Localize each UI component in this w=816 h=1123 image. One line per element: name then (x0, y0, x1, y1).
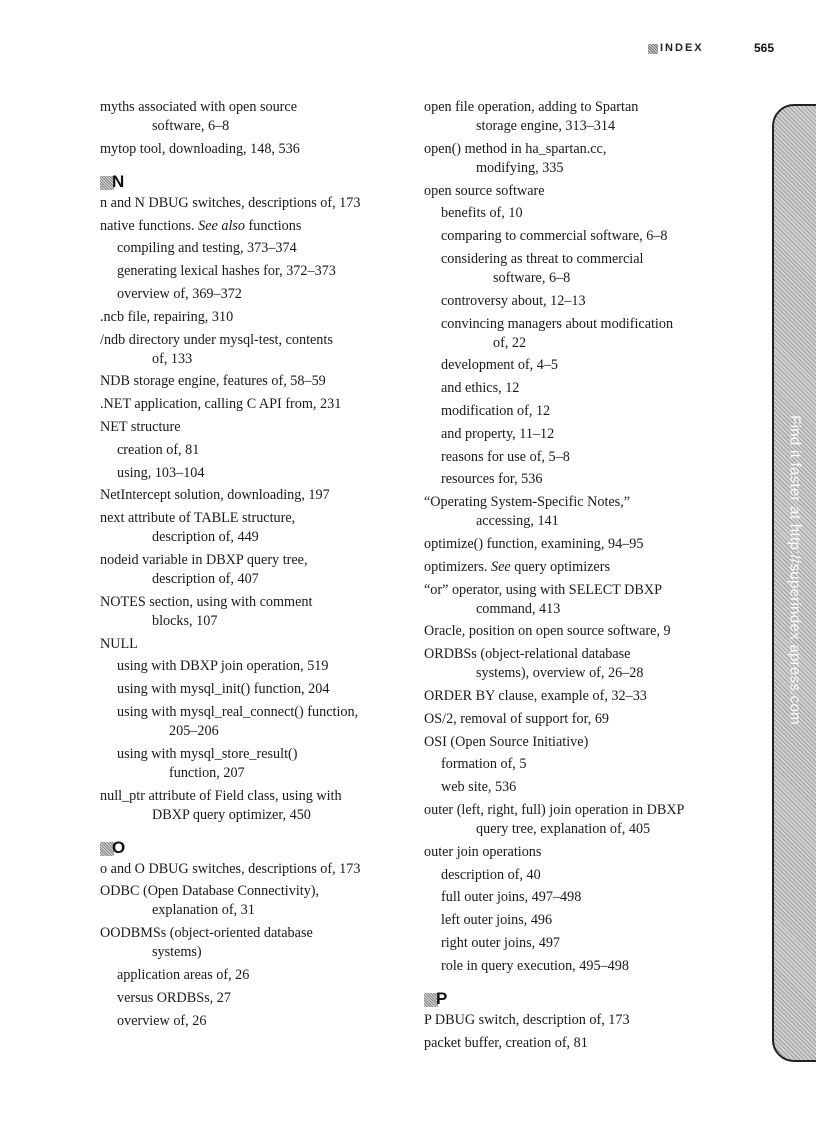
index-subentry (424, 204, 729, 223)
index-subentry (424, 292, 729, 311)
entry-text: outer join operations (424, 843, 542, 860)
entry-continuation: software, 6–8 (152, 118, 230, 134)
index-entry (424, 622, 729, 641)
entry-text: n and N DBUG switches, descriptions of, 173 (100, 194, 361, 211)
entry-text: resources for, 536 (441, 471, 543, 488)
index-entry (424, 140, 729, 178)
entry-text: functions (245, 217, 302, 234)
index-entry (100, 331, 400, 369)
entry-continuation: systems), overview of, 26–28 (476, 665, 644, 682)
entry-text: left outer joins, 496 (441, 912, 553, 929)
index-subentry (424, 448, 729, 467)
entry-text: query optimizers (510, 558, 610, 575)
index-entry (424, 710, 729, 729)
entry-text: application areas of, 26 (117, 966, 250, 983)
entry-text: creation of, 81 (117, 441, 200, 458)
entry-text: o and O DBUG switches, descriptions of, 173 (100, 860, 361, 877)
entry-text: open() method in ha_spartan.cc, (424, 140, 607, 157)
index-subentry (424, 379, 729, 398)
section-letter: O (112, 837, 126, 857)
page-number: 565 (754, 41, 775, 55)
entry-text: NET structure (100, 418, 181, 435)
index-subentry (424, 315, 729, 353)
index-column-right (424, 98, 729, 1056)
index-subentry (424, 250, 729, 288)
index-subentry (100, 441, 400, 460)
index-entry (100, 486, 400, 505)
index-subentry (424, 957, 729, 976)
entry-text: using with DBXP join operation, 519 (117, 658, 329, 675)
index-subentry (100, 1012, 400, 1031)
index-entry (100, 593, 400, 631)
index-subentry (100, 703, 400, 741)
index-subentry (100, 239, 400, 258)
entry-text: full outer joins, 497–498 (441, 889, 582, 906)
entry-text: ORDBSs (object-relational database (424, 646, 631, 663)
index-entry (424, 535, 729, 554)
entry-text: .NET application, calling C API from, 231 (100, 396, 342, 413)
entry-text: “or” operator, using with SELECT DBXP (424, 581, 662, 598)
entry-text: generating lexical hashes for, 372–373 (117, 263, 336, 280)
index-subentry (100, 285, 400, 304)
entry-text: open file operation, adding to Spartan (424, 99, 639, 115)
index-entry (100, 98, 400, 136)
entry-text: OSI (Open Source Initiative) (424, 733, 589, 750)
running-header (600, 40, 800, 60)
index-entry (424, 581, 729, 619)
entry-text: NDB storage engine, features of, 58–59 (100, 373, 326, 390)
entry-text: NOTES section, using with comment (100, 593, 313, 610)
index-subentry (424, 911, 729, 930)
entry-text: versus ORDBSs, 27 (117, 989, 231, 1006)
entry-continuation: command, 413 (476, 600, 561, 617)
index-entry (100, 509, 400, 547)
header-marker-box (648, 44, 658, 54)
entry-continuation: DBXP query optimizer, 450 (152, 806, 311, 823)
index-entry (424, 843, 729, 862)
entry-text: controversy about, 12–13 (441, 292, 586, 309)
entry-text: ODBC (Open Database Connectivity), (100, 883, 320, 900)
entry-text: optimizers. (424, 558, 491, 575)
index-subentry (424, 888, 729, 907)
entry-text: and property, 11–12 (441, 425, 555, 442)
entry-continuation: 205–206 (169, 722, 219, 739)
index-subentry (100, 680, 400, 699)
entry-text: using with mysql_store_result() (117, 745, 298, 762)
entry-text: /ndb directory under mysql-test, contents (100, 331, 333, 348)
index-entry (100, 372, 400, 391)
index-subentry (424, 402, 729, 421)
entry-continuation: of, 133 (152, 350, 193, 367)
entry-continuation: accessing, 141 (476, 513, 559, 530)
entry-text: description of, 40 (441, 866, 541, 883)
index-entry (100, 882, 400, 920)
index-entry (100, 395, 400, 414)
index-entry (424, 558, 729, 577)
section-letter: N (112, 171, 125, 191)
index-entry (100, 860, 400, 879)
entry-text: right outer joins, 497 (441, 934, 561, 951)
index-subentry (100, 745, 400, 783)
index-subentry (424, 425, 729, 444)
entry-text: formation of, 5 (441, 756, 527, 773)
entry-continuation: blocks, 107 (152, 612, 218, 629)
entry-continuation: storage engine, 313–314 (476, 118, 616, 134)
entry-continuation: description of, 407 (152, 570, 259, 587)
entry-continuation: systems) (152, 944, 202, 961)
index-entry (424, 687, 729, 706)
entry-text: Oracle, position on open source software, 9 (424, 623, 671, 640)
entry-continuation: of, 22 (493, 334, 527, 351)
entry-text: using with mysql_real_connect() function, (117, 703, 359, 720)
index-entry (424, 801, 729, 839)
entry-text: benefits of, 10 (441, 205, 523, 222)
index-entry (100, 635, 400, 654)
index-subentry (424, 227, 729, 246)
index-subentry (424, 934, 729, 953)
index-subentry (424, 356, 729, 375)
entry-text: comparing to commercial software, 6–8 (441, 228, 668, 245)
entry-text: using with mysql_init() function, 204 (117, 681, 330, 698)
index-entry (100, 140, 400, 159)
section-letter: P (436, 988, 448, 1008)
index-entry (424, 645, 729, 683)
index-entry (100, 308, 400, 327)
entry-text: optimize() function, examining, 94–95 (424, 535, 644, 552)
section-heading (100, 838, 400, 858)
index-subentry (424, 778, 729, 797)
index-column-left (100, 98, 400, 1034)
index-entry (100, 194, 400, 213)
index-entry (424, 493, 729, 531)
entry-continuation: function, 207 (169, 764, 245, 781)
entry-text: nodeid variable in DBXP query tree, (100, 551, 308, 568)
entry-text: mytop tool, downloading, 148, 536 (100, 140, 300, 157)
entry-text: native functions. (100, 217, 199, 234)
entry-text: “Operating System-Specific Notes,” (424, 494, 631, 511)
entry-text: overview of, 369–372 (117, 285, 242, 302)
entry-text: modification of, 12 (441, 402, 551, 419)
index-subentry (424, 470, 729, 489)
cross-reference-label: See also (198, 217, 245, 234)
index-entry (424, 1034, 729, 1053)
entry-text: myths associated with open source (100, 99, 298, 115)
entry-text: compiling and testing, 373–374 (117, 240, 297, 257)
entry-text: outer (left, right, full) join operation in DBXP (424, 801, 685, 818)
entry-text: next attribute of TABLE structure, (100, 510, 296, 527)
index-entry (424, 98, 729, 136)
entry-text: considering as threat to commercial (441, 250, 644, 267)
entry-text: NetIntercept solution, downloading, 197 (100, 487, 330, 504)
entry-text: .ncb file, repairing, 310 (100, 308, 234, 325)
index-subentry (100, 262, 400, 281)
entry-continuation: explanation of, 31 (152, 902, 255, 919)
index-subentry (100, 989, 400, 1008)
entry-continuation: query tree, explanation of, 405 (476, 820, 651, 837)
entry-text: P DBUG switch, description of, 173 (424, 1011, 630, 1028)
entry-text: reasons for use of, 5–8 (441, 448, 570, 465)
entry-text: open source software (424, 182, 545, 199)
entry-text: OS/2, removal of support for, 69 (424, 710, 610, 727)
entry-text: convincing managers about modification (441, 315, 674, 332)
entry-text: role in query execution, 495–498 (441, 957, 629, 974)
header-label: INDEX (660, 42, 704, 54)
entry-text: OODBMSs (object-oriented database (100, 925, 313, 942)
entry-text: overview of, 26 (117, 1012, 207, 1029)
index-subentry (100, 966, 400, 985)
entry-text: packet buffer, creation of, 81 (424, 1034, 588, 1051)
entry-text: ORDER BY clause, example of, 32–33 (424, 687, 647, 704)
index-subentry (100, 657, 400, 676)
entry-text: null_ptr attribute of Field class, using with (100, 787, 342, 804)
entry-continuation: description of, 449 (152, 529, 259, 546)
entry-continuation: modifying, 335 (476, 159, 564, 176)
entry-text: web site, 536 (441, 779, 517, 796)
entry-text: development of, 4–5 (441, 357, 559, 374)
index-entry (100, 787, 400, 825)
index-subentry (424, 755, 729, 774)
entry-continuation: software, 6–8 (493, 269, 571, 286)
entry-text: and ethics, 12 (441, 380, 520, 397)
index-entry (100, 418, 400, 437)
section-heading (100, 172, 400, 192)
index-entry (100, 217, 400, 236)
index-entry (424, 733, 729, 752)
entry-text: using, 103–104 (117, 464, 205, 481)
index-entry (424, 182, 729, 201)
entry-text: NULL (100, 635, 138, 652)
index-entry (100, 551, 400, 589)
thumb-tab-text: Find it faster at http://superindex.apress.com (786, 415, 804, 725)
index-entry (424, 1011, 729, 1030)
index-entry (100, 924, 400, 962)
cross-reference-label: See (490, 558, 511, 575)
index-subentry (100, 464, 400, 483)
index-subentry (424, 866, 729, 885)
section-heading (424, 989, 729, 1009)
